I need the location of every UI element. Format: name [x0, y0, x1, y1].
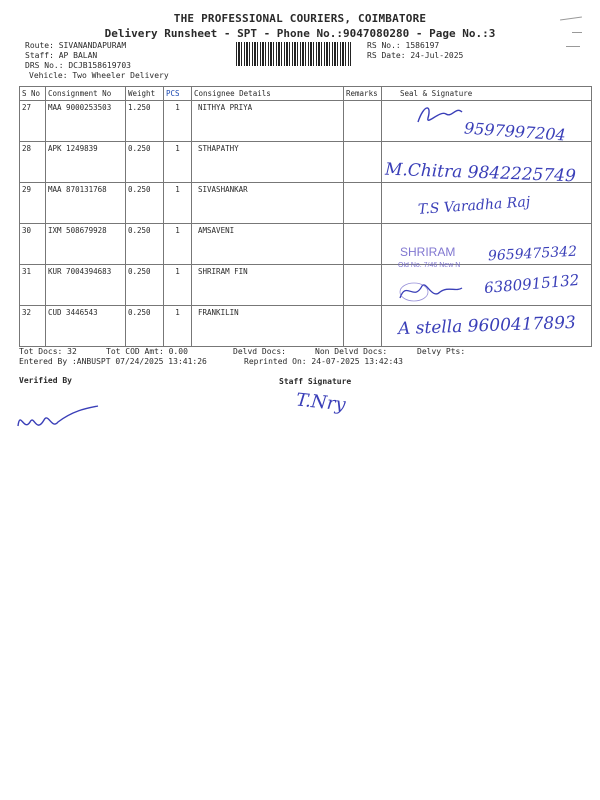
company-title: THE PROFESSIONAL COURIERS, COIMBATORE [173, 12, 427, 25]
verified-by-label: Verified By [19, 376, 72, 385]
cell-pcs: 1 [164, 142, 192, 183]
cell-consignment: MAA 870131768 [46, 183, 126, 224]
cell-sno: 31 [20, 265, 46, 306]
cell-consignee: SHRIRAM FIN [192, 265, 344, 306]
route-text: Route: SIVANANDAPURAM [25, 41, 127, 50]
cell-remarks [344, 101, 382, 142]
cell-weight: 1.250 [126, 101, 164, 142]
stamp-shriram: SHRIRAM [400, 245, 456, 259]
rs-date-text: RS Date: 24-Jul-2025 [367, 51, 464, 60]
th-remarks: Remarks [344, 87, 382, 101]
cell-weight: 0.250 [126, 183, 164, 224]
signature-scribble [410, 100, 470, 130]
cell-consignment: KUR 7004394683 [46, 265, 126, 306]
entered-by: Entered By :ANBUSPT 07/24/2025 13:41:26 [19, 357, 207, 366]
runsheet-subtitle: Delivery Runsheet - SPT - Phone No.:9047080280 - Page No.:3 [104, 27, 496, 40]
th-sno: S No [20, 87, 46, 101]
cell-remarks [344, 265, 382, 306]
cell-pcs: 1 [164, 224, 192, 265]
cell-sno: 29 [20, 183, 46, 224]
cell-remarks [344, 142, 382, 183]
non-delvd-docs: Non Delvd Docs: [315, 347, 388, 356]
signature-row-27: 9597997204 [463, 118, 567, 145]
cell-sno: 30 [20, 224, 46, 265]
cell-remarks [344, 306, 382, 347]
delvy-pts: Delvy Pts: [417, 347, 466, 356]
cell-consignee: FRANKILIN [192, 306, 344, 347]
meta-right [367, 41, 463, 61]
cell-pcs: 1 [164, 183, 192, 224]
staff-signature-label: Staff Signature [279, 377, 352, 386]
cell-remarks [344, 224, 382, 265]
cell-consignment: APK 1249839 [46, 142, 126, 183]
cell-pcs: 1 [164, 306, 192, 347]
signature-row-29: T.S Varadha Raj [417, 194, 531, 218]
tot-docs: Tot Docs: 32 [19, 347, 77, 356]
th-pcs: PCS [164, 87, 192, 101]
tot-cod: Tot COD Amt: 0.00 [106, 347, 188, 356]
cell-weight: 0.250 [126, 224, 164, 265]
scan-mark [566, 46, 580, 47]
th-consignment: Consignment No [46, 87, 126, 101]
reprinted-on: Reprinted On: 24-07-2025 13:42:43 [244, 357, 403, 366]
stamp-address: Old No. 7/46 New N [398, 262, 461, 269]
vehicle-text: Vehicle: Two Wheeler Delivery [29, 71, 169, 80]
delvd-docs: Delvd Docs: [233, 347, 286, 356]
drs-text: DRS No.: DCJB158619703 [25, 61, 131, 70]
cell-weight: 0.250 [126, 265, 164, 306]
signature-row-28: M.Chitra 9842225749 [384, 159, 577, 187]
rs-no-text: RS No.: 1586197 [367, 41, 440, 50]
cell-consignee: STHAPATHY [192, 142, 344, 183]
signature-scribble [396, 278, 466, 306]
signature-row-32: A stella 9600417893 [397, 312, 577, 340]
cell-pcs: 1 [164, 101, 192, 142]
cell-weight: 0.250 [126, 306, 164, 347]
cell-weight: 0.250 [126, 142, 164, 183]
cell-consignment: CUD 3446543 [46, 306, 126, 347]
cell-consignment: MAA 9000253503 [46, 101, 126, 142]
staff-signature-hand: T.Nry [295, 389, 347, 416]
staff-text: Staff: AP BALAN [25, 51, 98, 60]
signature-row-30: 9659475342 [487, 243, 578, 265]
verified-signature [14, 400, 104, 440]
th-seal-signature: Seal & Signature [382, 87, 592, 101]
cell-remarks [344, 183, 382, 224]
cell-consignment: IXM 508679928 [46, 224, 126, 265]
signature-row-31: 6380915132 [483, 270, 581, 298]
scan-mark [572, 32, 582, 33]
cell-consignee: SIVASHANKAR [192, 183, 344, 224]
meta-left [25, 41, 169, 81]
table-header-row [20, 87, 592, 101]
cell-consignee: NITHYA PRIYA [192, 101, 344, 142]
th-consignee: Consignee Details [192, 87, 344, 101]
cell-consignee: AMSAVENI [192, 224, 344, 265]
th-weight: Weight [126, 87, 164, 101]
barcode [236, 42, 351, 66]
cell-sno: 28 [20, 142, 46, 183]
cell-pcs: 1 [164, 265, 192, 306]
cell-sno: 27 [20, 101, 46, 142]
cell-sno: 32 [20, 306, 46, 347]
